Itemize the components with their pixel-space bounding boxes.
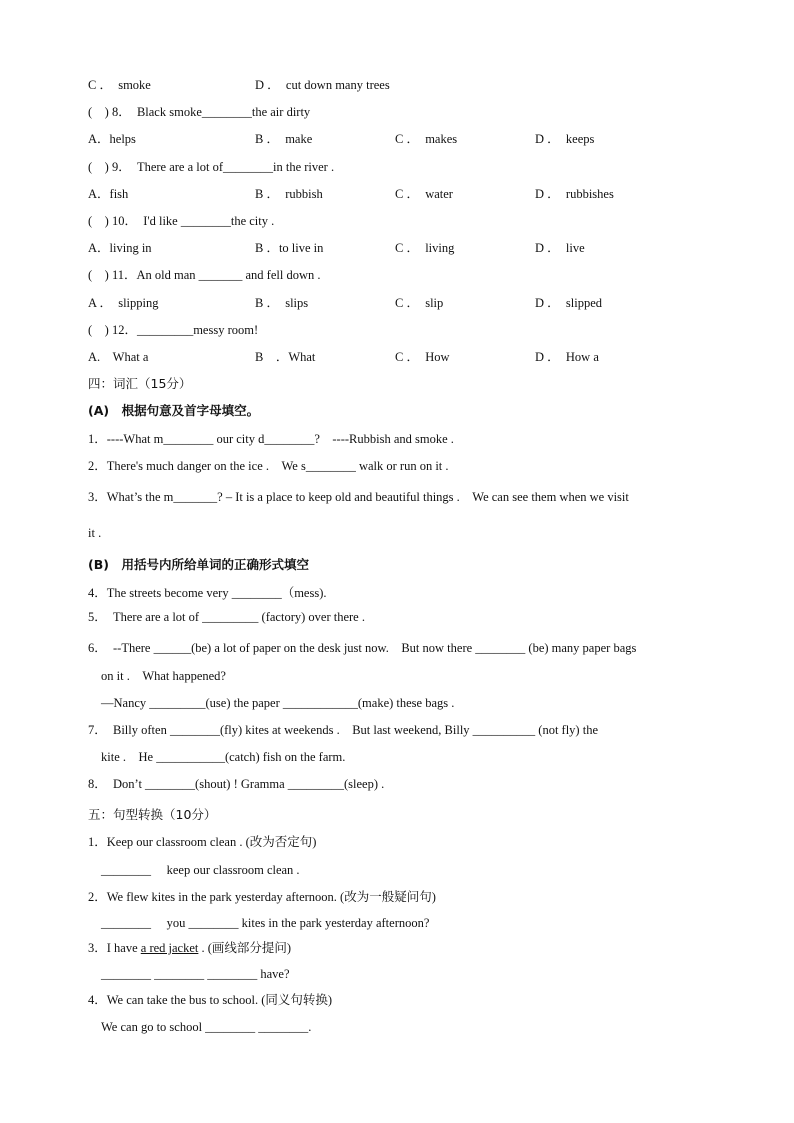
option-d: D ． How a: [535, 350, 599, 364]
part-instruction: (A) 根据句意及首字母填空。: [88, 403, 260, 418]
question-stem: ( ) 8． Black smoke________the air dirty: [88, 105, 311, 119]
form-item-6-line-3: [0, 694, 794, 712]
option-c: C ． living: [395, 241, 455, 255]
item-text: 2．We flew kites in the park yesterday afternoon. (改为一般疑问句): [88, 890, 436, 904]
item-text: 4．The streets become very ________（mess).: [88, 586, 327, 600]
item-text: 1．Keep our classroom clean . (改为否定句): [88, 835, 317, 849]
answer-line: ________ ________ ________ have?: [101, 967, 290, 981]
item-text: on it . What happened?: [101, 669, 226, 683]
option-c: C ． slip: [395, 296, 444, 310]
transform-item-4-answer: [0, 1018, 794, 1036]
option-b: B ． make: [255, 132, 313, 146]
question-11: [0, 266, 794, 284]
q9-options: [0, 185, 794, 203]
question-12: [0, 321, 794, 339]
item-text: 6． --There ______(be) a lot of paper on the desk just now. But now there ________ (be) many paper bags: [88, 641, 637, 655]
section-5-heading: [0, 806, 794, 824]
q8-options: [0, 130, 794, 148]
transform-item-3-answer: [0, 965, 794, 983]
item-text: 2．There's much danger on the ice . We s________ walk or run on it .: [88, 459, 449, 473]
option-b: B ．What: [255, 350, 316, 364]
part-instruction: (B) 用括号内所给单词的正确形式填空: [88, 557, 309, 572]
item-text: 8． Don’t ________(shout) ! Gramma _________(sleep) .: [88, 777, 385, 791]
vocab-item-3: [0, 488, 794, 506]
answer-line: ________ you ________ kites in the park yesterday afternoon?: [101, 916, 430, 930]
transform-item-4: [0, 991, 794, 1009]
q11-options: [0, 294, 794, 312]
option-c: C ． How: [395, 350, 450, 364]
question-stem: ( ) 9． There are a lot of________in the river .: [88, 160, 335, 174]
q12-options: [0, 348, 794, 366]
item-text: 5． There are a lot of _________ (factory) over there .: [88, 610, 365, 624]
question-9: [0, 158, 794, 176]
form-item-7: [0, 721, 794, 739]
item-prefix: 3．I have: [88, 941, 141, 955]
question-stem: ( ) 11．An old man _______ and fell down .: [88, 268, 321, 282]
part-a-heading: [0, 402, 794, 420]
q7-options: [0, 76, 794, 94]
vocab-item-3-continued: [0, 524, 794, 542]
option-a: A．fish: [88, 187, 129, 201]
transform-item-1: [0, 833, 794, 851]
option-b: B ．to live in: [255, 241, 324, 255]
option-c: C ． makes: [395, 132, 458, 146]
option-a: A．living in: [88, 241, 152, 255]
form-item-7-line-2: [0, 748, 794, 766]
option-d: D ． rubbishes: [535, 187, 614, 201]
question-stem: ( ) 12．_________messy room!: [88, 323, 259, 337]
item-text: 4．We can take the bus to school. (同义句转换): [88, 993, 333, 1007]
answer-line: We can go to school ________ ________.: [101, 1020, 312, 1034]
option-d: D ． cut down many trees: [255, 78, 390, 92]
option-b: B ． rubbish: [255, 187, 323, 201]
answer-line: ________ keep our classroom clean .: [101, 863, 300, 877]
section-title: 五：句型转换（10分）: [88, 807, 217, 822]
question-stem: ( ) 10． I'd like ________the city .: [88, 214, 275, 228]
part-b-heading: [0, 556, 794, 574]
transform-item-2-answer: [0, 914, 794, 932]
option-d: D ． keeps: [535, 132, 595, 146]
underlined-phrase: a red jacket: [140, 941, 199, 955]
form-item-4: [0, 584, 794, 602]
transform-item-2: [0, 888, 794, 906]
item-text: it .: [88, 526, 102, 540]
item-text: 3．What’s the m_______? – It is a place to keep old and beautiful things . We can see them when we visit: [88, 490, 629, 504]
item-instruction: . (画线部分提问): [198, 941, 292, 955]
option-a: A ． slipping: [88, 296, 159, 310]
item-text: kite . He ___________(catch) fish on the farm.: [101, 750, 346, 764]
section-4-heading: [0, 375, 794, 393]
option-d: D ． live: [535, 241, 585, 255]
transform-item-1-answer: [0, 861, 794, 879]
option-a: A．helps: [88, 132, 136, 146]
option-d: D ． slipped: [535, 296, 603, 310]
item-text: 7． Billy often ________(fly) kites at weekends . But last weekend, Billy __________ (not fly) the: [88, 723, 598, 737]
form-item-8: [0, 775, 794, 793]
question-8: [0, 103, 794, 121]
section-title: 四：词汇（15分）: [88, 376, 192, 391]
item-text: [88, 939, 291, 957]
item-text: —Nancy _________(use) the paper ____________(make) these bags .: [101, 696, 455, 710]
form-item-5: [0, 608, 794, 626]
form-item-6-line-2: [0, 667, 794, 685]
option-b: B ． slips: [255, 296, 309, 310]
option-a: A. What a: [88, 350, 149, 364]
question-10: [0, 212, 794, 230]
form-item-6: [0, 639, 794, 657]
vocab-item-1: [0, 430, 794, 448]
vocab-item-2: [0, 457, 794, 475]
q10-options: [0, 239, 794, 257]
option-c: C ． smoke: [88, 78, 151, 92]
option-c: C ． water: [395, 187, 453, 201]
transform-item-3: [0, 939, 794, 957]
item-text: 1．----What m________ our city d________? ----Rubbish and smoke .: [88, 432, 454, 446]
